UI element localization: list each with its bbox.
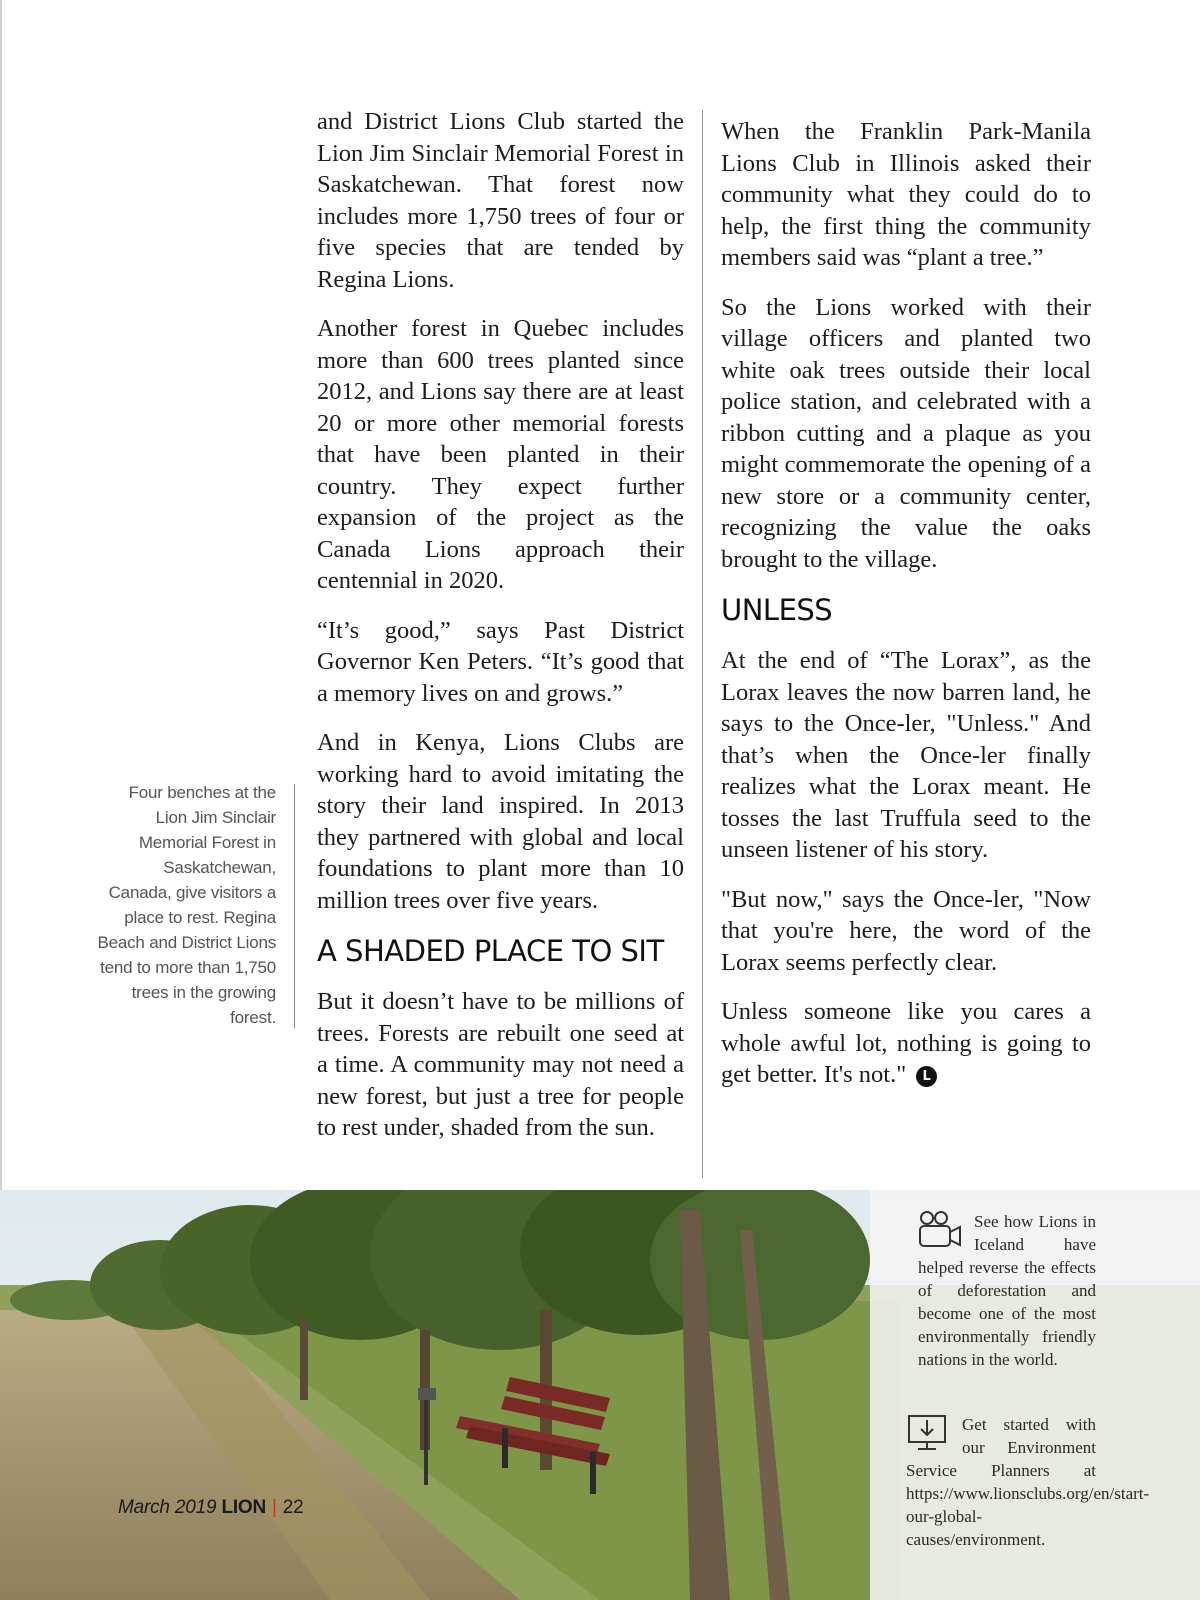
right-paragraph-5 (721, 996, 1091, 1091)
page-folio (118, 1497, 304, 1519)
left-paragraph-2: Another forest in Quebec includes more than 600 trees planted since 2012, and Lions say there are at least 20 or more other memorial forests that have been planted in their country. They expect further expansion of the project as the Canada Lions approach their centennial in 2020. (317, 315, 684, 594)
caption-rule (294, 784, 295, 1028)
folio-separator: | (272, 1497, 277, 1518)
right-paragraph-3: At the end of “The Lorax”, as the Lorax leaves the now barren land, he says to the Once-ler, "Unless." And that’s when the Once-ler finally realizes what the Lorax meant. He tosses the last Truffula seed to the unseen listener of his story. (721, 647, 1091, 863)
environment-link-text[interactable]: Get started with our Environment Service Planners at https://www.lionsclubs.org/en/start-our-global-causes/environment. (906, 1415, 1150, 1549)
video-link-text[interactable]: See how Lions in Iceland have helped reverse the effects of deforestation and become one of the most environmentally friendly nations in the world. (918, 1212, 1096, 1369)
right-paragraph-4: "But now," says the Once-ler, "Now that you're here, the word of the Lorax seems perfectly clear. (721, 885, 1091, 976)
folio-date: March 2019 (118, 1497, 217, 1518)
column-rule (702, 110, 703, 1178)
closing-quote-text: Unless someone like you cares a whole awful lot, nothing is going to get better. It's not." (721, 998, 1091, 1088)
right-paragraph-2: So the Lions worked with their village officers and planted two white oak trees outside their local police station, and celebrated with a ribbon cutting and a plaque as you might commemorate the opening of a new store or a community center, recognizing the value the oaks brought to the village. (721, 293, 1091, 573)
left-paragraph-4: And in Kenya, Lions Clubs are working hard to avoid imitating the story their land inspired. In 2013 they partnered with global and local foundations to plant more than 10 million trees over five years. (317, 729, 684, 914)
download-screen-icon (906, 1413, 950, 1453)
photo-caption: Four benches at the Lion Jim Sinclair Memorial Forest in Saskatchewan, Canada, give visitors a place to rest. Regina Beach and District Lions tend to more than 1,750 trees in the growing forest. (97, 783, 276, 1027)
lion-end-mark-icon: L (916, 1066, 937, 1087)
folio-brand: LION (221, 1497, 267, 1518)
video-camera-icon (918, 1210, 962, 1250)
left-paragraph-5: But it doesn’t have to be millions of trees. Forests are rebuilt one seed at a time. A community may not need a new forest, but just a tree for people to rest under, shaded from the sun. (317, 988, 684, 1141)
sidebar-download-block (906, 1413, 1150, 1551)
section-heading-shaded-place: A SHADED PLACE TO SIT (317, 934, 664, 968)
sidebar-video-block (918, 1210, 1096, 1371)
left-paragraph-3: “It’s good,” says Past District Governor Ken Peters. “It’s good that a memory lives on and grows.” (317, 616, 684, 707)
right-paragraph-1: When the Franklin Park-Manila Lions Club in Illinois asked their community what they could do to help, the first thing the community members said was “plant a tree.” (721, 118, 1091, 271)
section-heading-unless: UNLESS (721, 593, 833, 627)
folio-page-number: 22 (282, 1497, 304, 1518)
right-column (721, 116, 1091, 1109)
page-edge (0, 0, 2, 1190)
left-paragraph-1: and District Lions Club started the Lion Jim Sinclair Memorial Forest in Saskatchewan. That forest now includes more 1,750 trees of four or five species that are tended by Regina Lions. (317, 108, 684, 293)
left-column (317, 106, 684, 1162)
